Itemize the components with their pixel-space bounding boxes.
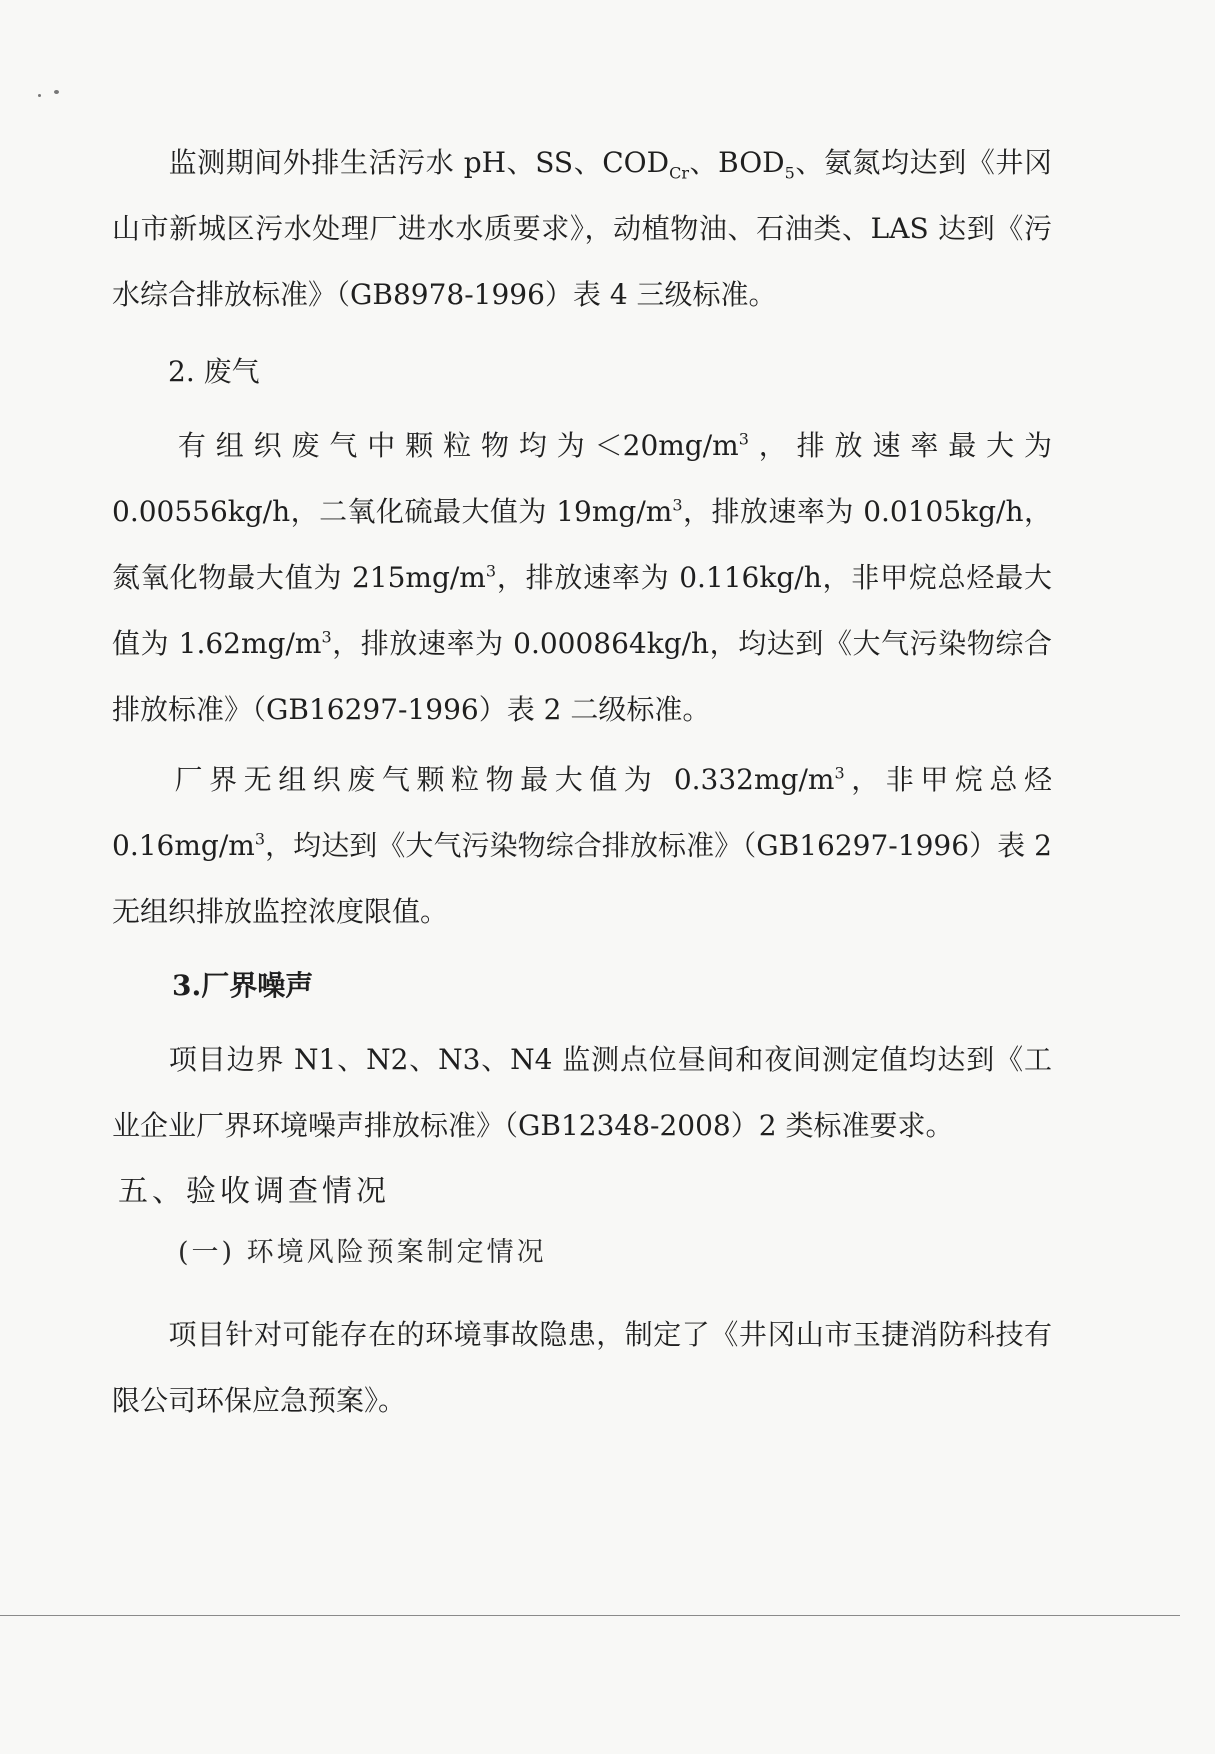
risk-plan-text: 项目针对可能存在的环境事故隐患，制定了《井冈山市玉捷消防科技有限公司环保应急预案》。 xyxy=(112,1318,1052,1417)
organized-gas-text-4: ，排放速率为 0.116kg/h，非甲烷总烃最大值为 1.62mg/m xyxy=(112,561,1052,660)
organized-gas-text-1: 有组织废气中颗粒物均为＜20mg/m xyxy=(168,429,739,462)
organized-gas-text-5: ，排放速率为 0.000864kg/h，均达到《大气污染物综合排放标准》（GB16297-1996）表 2 二级标准。 xyxy=(112,627,1052,726)
unorganized-gas-text-1: 厂界无组织废气颗粒物最大值为 0.332mg/m xyxy=(168,763,835,796)
unorganized-gas-text-2: ，非甲烷总烃 0.16mg/m xyxy=(112,763,1052,862)
superscript-3: 3 xyxy=(672,495,683,515)
section-five-title: 五、验收调查情况 xyxy=(118,1174,390,1209)
scan-speck xyxy=(38,94,41,97)
unorganized-gas-text-3: ，均达到《大气污染物综合排放标准》（GB16297-1996）表 2 无组织排放监控浓度限值。 xyxy=(112,829,1052,928)
scan-speck xyxy=(54,90,59,94)
paragraph-noise xyxy=(112,1027,1052,1159)
wastewater-text-3: 、氨氮均达到《井冈山市新城区污水处理厂进水水质要求》，动植物油、石油类、LAS 达到《污水综合排放标准》（GB8978-1996）表 4 三级标准。 xyxy=(112,146,1052,311)
paragraph-risk-plan xyxy=(112,1302,1052,1434)
organized-gas-text-3: ，排放速率为 0.0105kg/h，氮氧化物最大值为 215mg/m xyxy=(112,495,1052,594)
noise-text: 项目边界 N1、N2、N3、N4 监测点位昼间和夜间测定值均达到《工业企业厂界环境噪声排放标准》（GB12348-2008）2 类标准要求。 xyxy=(112,1043,1052,1142)
subsection-one-title: (一) 环境风险预案制定情况 xyxy=(178,1237,547,1268)
superscript-3: 3 xyxy=(254,829,265,849)
superscript-3: 3 xyxy=(738,429,749,449)
superscript-3: 3 xyxy=(834,763,845,783)
wastewater-text-1: 监测期间外排生活污水 pH、SS、COD xyxy=(168,146,670,179)
organized-gas-text-2: ，排放速率最大为 0.00556kg/h，二氧化硫最大值为 19mg/m xyxy=(112,429,1052,528)
heading-waste-gas: 2. 废气 xyxy=(168,355,260,388)
footer-rule xyxy=(0,1615,1180,1616)
superscript-3: 3 xyxy=(485,561,497,581)
heading-noise: 3.厂界噪声 xyxy=(172,969,314,1002)
wastewater-text-2: 、BOD xyxy=(688,146,785,179)
paragraph-unorganized-gas xyxy=(112,747,1052,945)
cr-subscript: Cr xyxy=(669,163,689,183)
paragraph-organized-gas xyxy=(112,413,1052,743)
five-subscript: 5 xyxy=(784,163,795,183)
paragraph-wastewater xyxy=(112,130,1052,328)
superscript-3: 3 xyxy=(321,627,332,647)
